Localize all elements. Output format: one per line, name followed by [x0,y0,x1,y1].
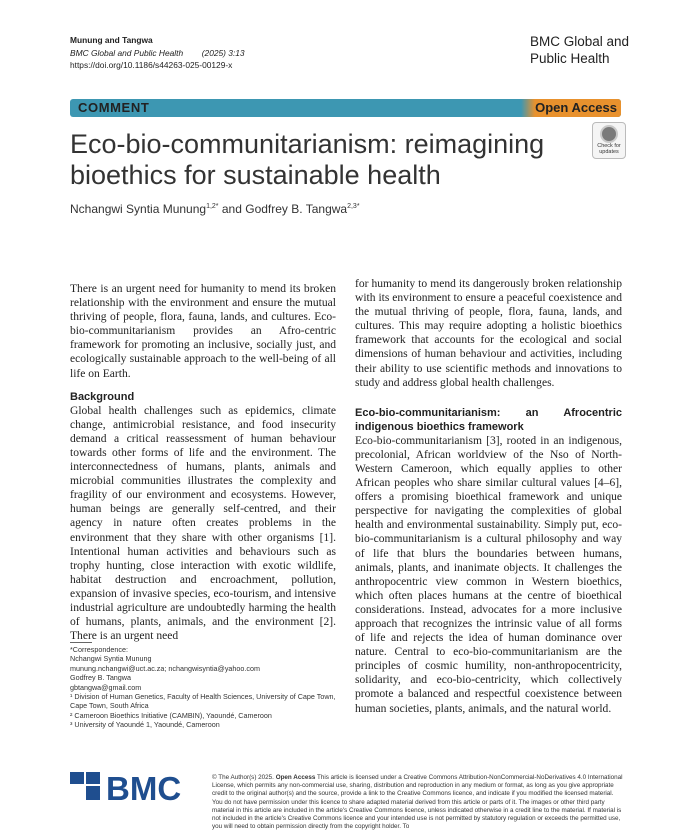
author-2-affil: 2,3* [347,203,360,210]
affiliation-2: ² Cameroon Bioethics Initiative (CAMBIN), Yaoundé, Cameroon [70,710,272,720]
correspondence-label: *Correspondence: [70,645,128,654]
journal-title-line1: BMC Global and [530,34,630,49]
citation: (2025) 3:13 [201,47,245,58]
check-updates-icon [600,125,618,143]
check-updates-line1: Check for [597,143,621,149]
author-1-affil: 1,2* [206,203,219,210]
corr-email-2[interactable]: gbtangwa@gmail.com [70,682,142,692]
article-meta [70,34,245,72]
bmc-logo-text: BMC [106,770,182,806]
bmc-logo-mark-icon [70,770,198,806]
license-lead: © The Author(s) 2025. [212,774,274,781]
correspondence-block [70,645,336,730]
left-column [70,282,336,643]
article-type-banner [70,99,621,117]
right-column [355,277,622,716]
affiliation-1: ¹ Division of Human Genetics, Faculty of Health Sciences, University of Cape Town, Cape Town, South Africa [70,692,336,711]
check-for-updates-button[interactable] [592,122,626,159]
affiliation-3: ³ University of Yaoundé 1, Yaoundé, Cameroon [70,720,220,730]
section-heading: Eco-bio-communitarianism: an Afrocentric indigenous bioethics framework [355,406,622,433]
corr-name-2: Godfrey B. Tangwa [70,673,131,683]
corr-email-1[interactable]: munung.nchangwi@uct.ac.za; nchangwisyntia@yahoo.com [70,663,260,673]
doi-link[interactable]: https://doi.org/10.1186/s44263-025-00129-x [70,60,233,70]
background-heading: Background [70,390,135,403]
author-2[interactable]: Godfrey B. Tangwa [245,202,348,216]
continuation-paragraph: for humanity to mend its dangerously broken relationship with its environment to ensure a peaceful coexistence and the mutual thriving of people, flora, fauna, lands, and cultures. This may require adopting a holistic bioethics framework that accounts for the ecological and social dimensions of human behaviour and activities, including their ability to use scientific methods and innovations to study and address global health challenges. [355,278,622,389]
journal-title [530,33,670,67]
corr-name-1: Nchangwi Syntia Munung [70,654,152,664]
abstract-paragraph: There is an urgent need for humanity to mend its broken relationship with the environment and ensure the mutual thriving of people, flora, fauna, lands, and cultures. Eco-bio-communitarianism provides an Afro-centric framework for promoting an inclusive, socially just, and ecologically sustainable approach to the well-being of all life on Earth. [70,283,336,380]
check-updates-line2: updates [599,149,619,155]
author-1[interactable]: Nchangwi Syntia Munung [70,202,207,216]
article-title: Eco-bio-communitarianism: reimagining bioethics for sustainable health [70,129,545,190]
author-and: and [218,202,246,216]
license-text [212,774,624,831]
running-authors: Munung and Tangwa [70,35,153,45]
background-paragraph: Global health challenges such as epidemics, climate change, antimicrobial resistance, and food insecurity demand a critical reassessment of human behaviour towards other forms of life and the environment. The interconnectedness of humans, plants, animals and microbial communities illustrates the complexity and fragility of our environment and ecosystems. However, human beings are generally self-centred, and their agency in nature often creates problems in the environment that they share with other organisms [1]. Intentional human activities and behaviours such as trophy hunting, close interaction with exotic wildlife, habitat destruction and encroachment, pollution, expansion of invasive species, eco-tourism, and intensive industrial agriculture are undoubtedly harming the health of humans, plants, animals, and the environment [2]. There is an urgent need [70,404,336,643]
journal-title-line2: Public Health [530,51,610,66]
license-open-access: Open Access [275,774,316,781]
article-type-label: COMMENT [78,100,150,115]
journal-name-italic: BMC Global and Public Health [70,47,184,58]
author-list [70,202,360,216]
citation-line [70,47,245,60]
footnote-divider [70,642,92,643]
license-body: This article is licensed under a Creative Commons Attribution-NonCommercial-NoDerivatives 4.0 International License, which permits any non-commercial use, sharing, distribution and reproduction in any medium or format, as long as you give appropriate credit to the original author(s) and the source, provide a link to the Creative Commons licence, and indicate if you modified the licensed material. You do not have permission under this licence to share adapted material derived from this article or parts of it. The images or other third party material in this article are included in the article's Creative Commons licence, unless indicated otherwise in a credit line to the material. If material is not included in the article's Creative Commons licence and your intended use is not permitted by statutory regulation or exceeds the permitted use, you will need to obtain permission directly from the copyright holder. To [212,774,623,831]
section-paragraph: Eco-bio-communitarianism [3], rooted in an indigenous, precolonial, African worldview of the Nso of North-Western Cameroon, which equally applies to other African peoples who share similar cultural values [4–6], offers a promising bioethical framework and unique perspective for navigating the complexities of global health and environmental sustainability. Simply put, eco-bio-communitarianism is a cultural philosophy and way of life that blurs the boundaries between humans, animals, plants, and inanimate objects. It challenges the anthropocentric view common in Western bioethics, which often places humans at the centre of bioethical considerations. Instead, advocates for a more inclusive approach that recognizes the intrinsic value of all forms of life and rejects the idea of human dominance over nature. Central to eco-bio-communitarianism are the principles of cosmic humility, non-anthropocentricity, solidarity, and eco-bio-centricity, which collectively promote a balanced and respectful coexistence between human societies, plants, animals, and the natural world. [355,434,622,715]
open-access-label: Open Access [535,99,621,117]
bmc-logo [70,770,198,811]
